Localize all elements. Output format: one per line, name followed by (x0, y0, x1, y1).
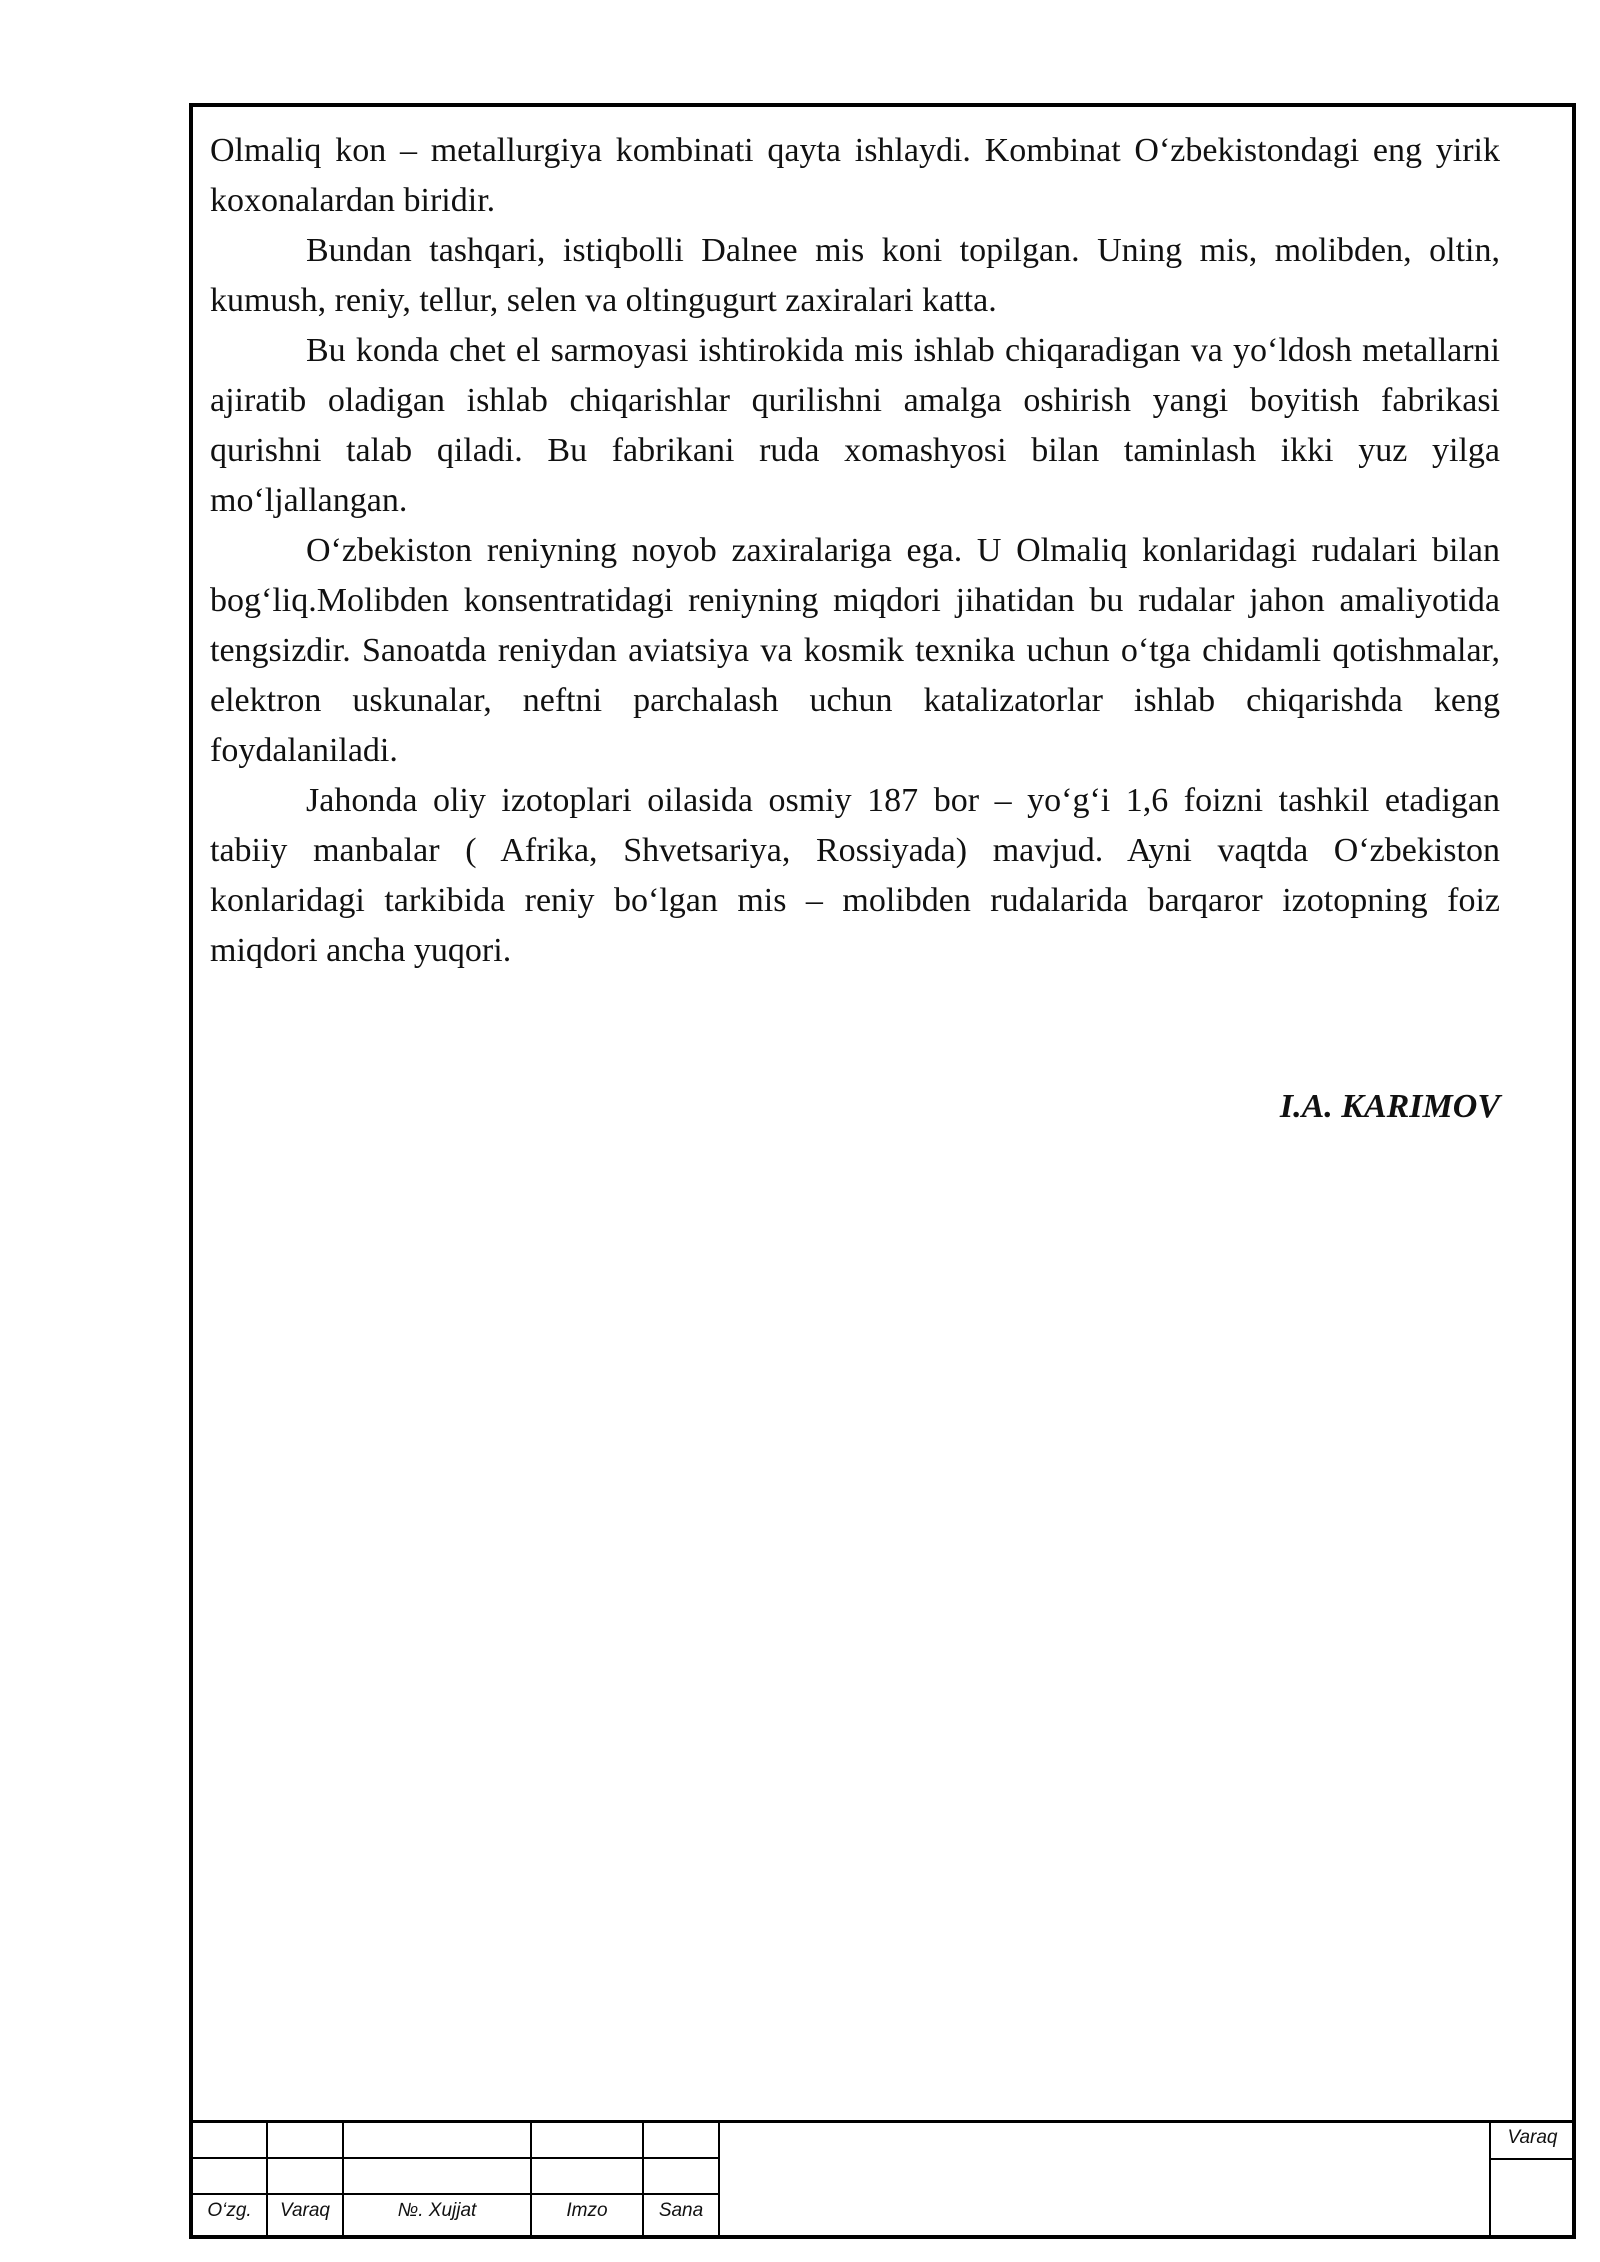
label-xujjat: №. Xujjat (397, 2200, 477, 2221)
label-sheet: Varaq (1507, 2127, 1558, 2148)
label-ozg: O‘zg. (207, 2200, 252, 2221)
paragraph-3: Bu konda chet el sarmoyasi ishtirokida mis ishlab chiqaradigan va yo‘ldosh metallarni ajiratib oladigan ishlab chiqarishlar qurilishni amalga oshirish yangi boyitish fabrikasi qurishni talab qiladi. Bu fabrikani ruda xomashyosi bilan taminlash ikki yuz yilga mo‘ljallangan. (210, 332, 1500, 519)
author-signature: I.A. KARIMOV (1279, 1088, 1500, 1125)
label-varaq: Varaq (280, 2200, 330, 2221)
document-body (210, 126, 1500, 976)
label-sana: Sana (658, 2200, 704, 2221)
paragraph-4: O‘zbekiston reniyning noyob zaxiralariga ega. U Olmaliq konlaridagi rudalari bilan bog‘liq.Molibden konsentratidagi reniyning miqdori jihatidan bu rudalar jahon amaliyotida tengsizdir. Sanoatda reniydan aviatsiya va kosmik texnika uchun o‘tga chidamli qotishmalar, elektron uskunalar, neftni parchalash uchun katalizatorlar ishlab chiqarishda keng foydalaniladi. (210, 532, 1500, 769)
paragraph-2: Bundan tashqari, istiqbolli Dalnee mis koni topilgan. Uning mis, molibden, oltin, kumush, reniy, tellur, selen va oltingugurt zaxiralari katta. (210, 232, 1500, 319)
paragraph-5: Jahonda oliy izotoplari oilasida osmiy 187 bor – yo‘g‘i 1,6 foizni tashkil etadigan tabiiy manbalar ( Afrika, Shvetsariya, Rossiyada) mavjud. Ayni vaqtda O‘zbekiston konlaridagi tarkibida reniy bo‘lgan mis – molibden rudalarida barqaror izotopning foiz miqdori ancha yuqori. (210, 782, 1500, 969)
paragraph-1: Olmaliq kon – metallurgiya kombinati qayta ishlaydi. Kombinat O‘zbekistondagi eng yirik koxonalardan biridir. (210, 132, 1500, 219)
label-imzo: Imzo (566, 2200, 608, 2221)
